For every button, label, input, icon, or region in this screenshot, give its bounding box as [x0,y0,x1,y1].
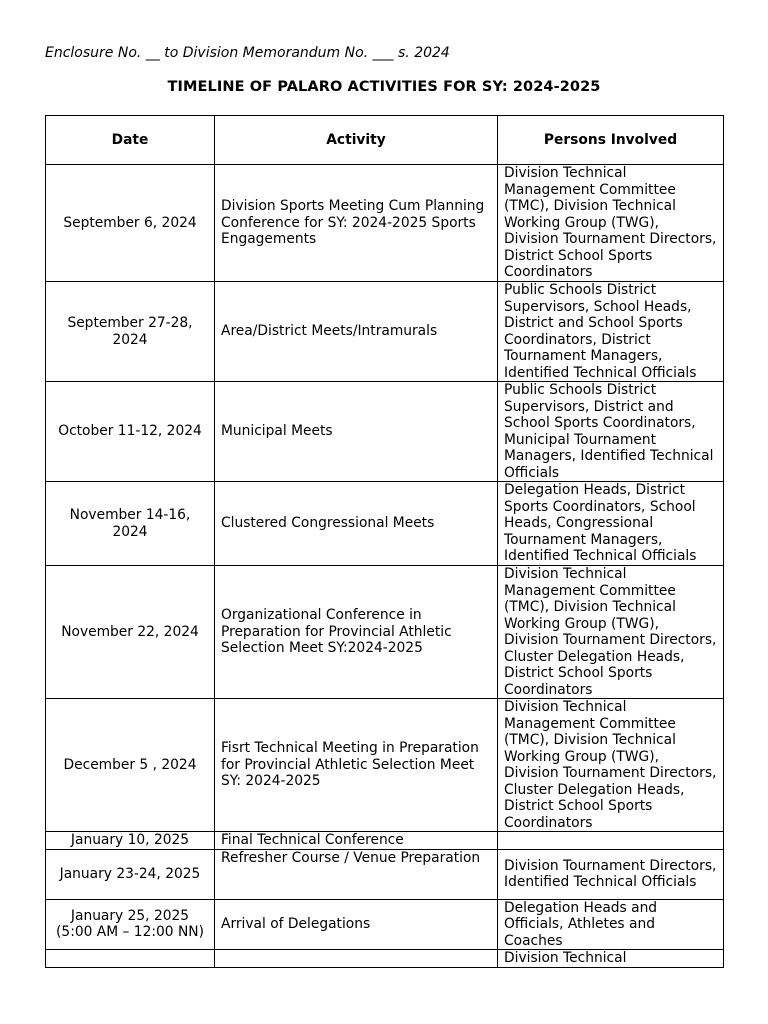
activity-cell: Arrival of Delegations [215,899,498,950]
persons-cell: Division Tournament Directors, Identified Technical Officials [498,849,724,899]
persons-cell: Public Schools District Supervisors, District and School Sports Coordinators, Municipal Tournament Managers, Identified Technical Officials [498,382,724,482]
date-cell: November 22, 2024 [46,566,215,699]
persons-cell: Division Technical Management Committee (TMC), Division Technical Working Group (TWG), Division Tournament Directors, Cluster Delegation Heads, District School Sports Coordinators [498,699,724,832]
date-cell: January 23-24, 2025 [46,849,215,899]
table-row [46,382,724,482]
table-row [46,699,724,832]
persons-cell: Public Schools District Supervisors, School Heads, District and School Sports Coordinators, District Tournament Managers, Identified Technical Officials [498,282,724,382]
activity-cell: Area/District Meets/Intramurals [215,282,498,382]
activity-cell: Refresher Course / Venue Preparation [215,849,498,899]
persons-cell: Division Technical [498,950,724,968]
header-persons: Persons Involved [498,116,724,165]
table-row [46,832,724,850]
activity-cell: Clustered Congressional Meets [215,482,498,566]
date-cell: December 5 , 2024 [46,699,215,832]
timeline-table [45,115,724,968]
date-line: January 25, 2025 [70,907,190,924]
date-cell: January 10, 2025 [46,832,215,850]
table-row [46,950,724,968]
table-row [46,899,724,950]
activity-cell: Final Technical Conference [215,832,498,850]
header-activity: Activity [215,116,498,165]
enclosure-line: Enclosure No. __ to Division Memorandum No. ___ s. 2024 [45,45,450,61]
activity-cell: Municipal Meets [215,382,498,482]
table-row [46,165,724,282]
date-cell: September 6, 2024 [46,165,215,282]
persons-cell: Division Technical Management Committee (TMC), Division Technical Working Group (TWG), Division Tournament Directors, Cluster Delegation Heads, District School Sports Coordinators [498,566,724,699]
table-row [46,566,724,699]
activity-cell: Fisrt Technical Meeting in Preparation for Provincial Athletic Selection Meet SY: 2024-2025 [215,699,498,832]
persons-cell: Delegation Heads and Officials, Athletes and Coaches [498,899,724,950]
table-row [46,849,724,899]
table-header-row [46,116,724,165]
time-range: (5:00 AM – 12:00 NN) [56,924,204,941]
date-cell: October 11-12, 2024 [46,382,215,482]
date-cell [46,950,215,968]
activity-cell [215,950,498,968]
persons-cell [498,832,724,850]
persons-cell: Division Technical Management Committee (TMC), Division Technical Working Group (TWG), Division Tournament Directors, District School Sports Coordinators [498,165,724,282]
table-row [46,482,724,566]
date-cell: September 27-28, 2024 [46,282,215,382]
activity-cell: Organizational Conference in Preparation for Provincial Athletic Selection Meet SY:2024-2025 [215,566,498,699]
date-cell [46,899,215,950]
activity-cell: Division Sports Meeting Cum Planning Conference for SY: 2024-2025 Sports Engagements [215,165,498,282]
table-row [46,282,724,382]
persons-cell: Delegation Heads, District Sports Coordinators, School Heads, Congressional Tournament Managers, Identified Technical Officials [498,482,724,566]
header-date: Date [46,116,215,165]
document-title: TIMELINE OF PALARO ACTIVITIES FOR SY: 2024-2025 [167,79,601,95]
date-cell: November 14-16, 2024 [46,482,215,566]
